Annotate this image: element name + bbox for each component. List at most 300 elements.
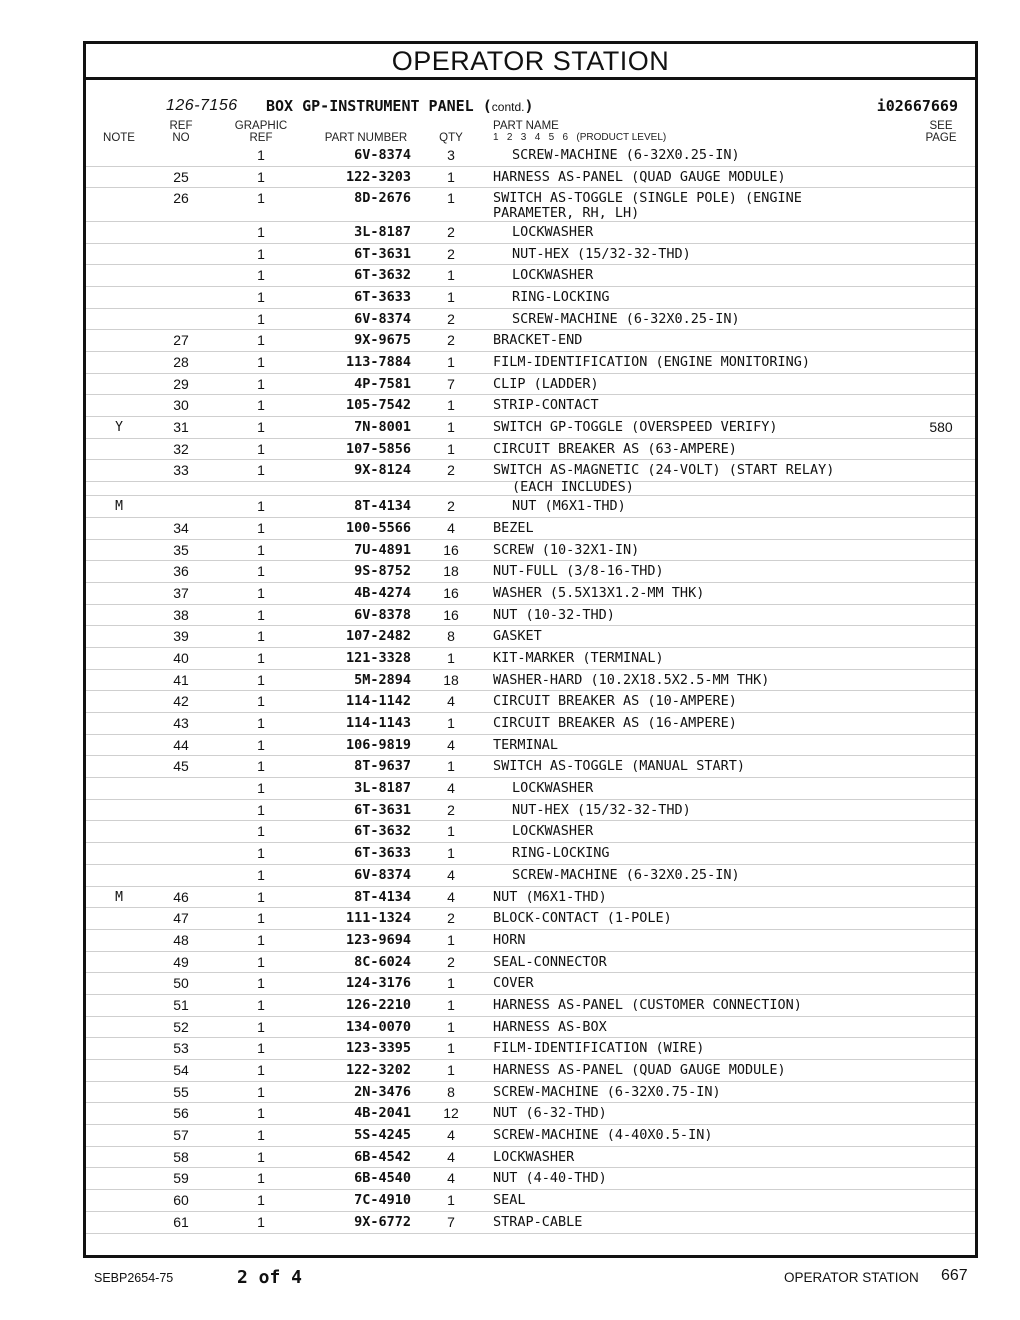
note-cell: M	[115, 889, 123, 905]
ref-no-cell: 38	[173, 606, 189, 623]
table-row	[86, 167, 975, 189]
part-number-cell: 6T-3632	[354, 267, 411, 284]
table-row	[86, 626, 975, 648]
note-cell: Y	[115, 420, 123, 436]
part-name-cell: LOCKWASHER	[512, 780, 594, 797]
ref-no-cell: 58	[173, 1148, 189, 1165]
ref-no-cell: 42	[173, 693, 189, 710]
part-name-cell: TERMINAL	[493, 736, 559, 753]
part-name-cell: LOCKWASHER	[493, 1148, 575, 1165]
ref-no-cell: 29	[173, 375, 189, 392]
qty-cell: 18	[443, 563, 459, 580]
graphic-ref-cell: 1	[257, 563, 265, 580]
qty-cell: 1	[447, 397, 455, 414]
qty-cell: 8	[447, 1083, 455, 1100]
qty-cell: 2	[447, 462, 455, 479]
part-name-cell: SEAL-CONNECTOR	[493, 953, 607, 970]
table-row	[86, 995, 975, 1017]
parts-table	[86, 145, 975, 1234]
part-name-cell: SEAL	[493, 1192, 526, 1209]
graphic-ref-cell: 1	[257, 845, 265, 862]
table-row	[86, 287, 975, 309]
graphic-ref-cell: 1	[257, 1040, 265, 1057]
graphic-ref-cell: 1	[257, 1170, 265, 1187]
table-row	[86, 1212, 975, 1234]
graphic-ref-cell: 1	[257, 419, 265, 436]
qty-cell: 18	[443, 671, 459, 688]
part-name-cell: SCREW-MACHINE (4-40X0.5-IN)	[493, 1127, 713, 1144]
ref-no-cell: 56	[173, 1105, 189, 1122]
qty-cell: 1	[447, 845, 455, 862]
group-contd: contd.	[491, 100, 525, 114]
part-name-cell: WASHER (5.5X13X1.2-MM THK)	[493, 584, 705, 601]
group-id: i02667669	[876, 97, 958, 115]
graphic-ref-cell: 1	[257, 190, 265, 207]
table-row	[86, 244, 975, 266]
qty-cell: 1	[447, 996, 455, 1013]
table-row	[86, 330, 975, 352]
header-graphic-line2: REF	[249, 132, 273, 144]
table-row	[86, 265, 975, 287]
graphic-ref-cell: 1	[257, 223, 265, 240]
part-name-cell: SCREW-MACHINE (6-32X0.25-IN)	[512, 866, 740, 883]
table-row	[86, 713, 975, 735]
part-name-cell: GASKET	[493, 628, 542, 645]
graphic-ref-cell: 1	[257, 953, 265, 970]
graphic-ref-cell: 1	[257, 758, 265, 775]
ref-no-cell: 61	[173, 1213, 189, 1230]
part-name-cell: STRIP-CONTACT	[493, 397, 599, 414]
qty-cell: 1	[447, 715, 455, 731]
part-number-cell: 9S-8752	[354, 563, 411, 580]
graphic-ref-cell: 1	[257, 866, 265, 883]
ref-no-cell: 57	[173, 1127, 189, 1144]
part-name-cell: CIRCUIT BREAKER AS (16-AMPERE)	[493, 715, 737, 731]
ref-no-cell: 31	[173, 419, 189, 436]
qty-cell: 1	[447, 975, 455, 992]
graphic-ref-cell: 1	[257, 1127, 265, 1144]
table-row	[86, 439, 975, 461]
part-name-cell: HARNESS AS-BOX	[493, 1018, 607, 1035]
graphic-ref-cell: 1	[257, 736, 265, 753]
part-name-cell: STRAP-CABLE	[493, 1213, 583, 1230]
header-ref-line1: REF	[169, 120, 193, 132]
qty-cell: 2	[447, 801, 455, 818]
part-name-cell: SWITCH AS-MAGNETIC (24-VOLT) (START RELAY)	[493, 462, 835, 479]
qty-cell: 4	[447, 888, 455, 905]
table-row	[86, 583, 975, 605]
graphic-ref-cell: 1	[257, 397, 265, 414]
ref-no-cell: 36	[173, 563, 189, 580]
graphic-ref-cell: 1	[257, 649, 265, 666]
qty-cell: 1	[447, 1192, 455, 1209]
part-name-cell: NUT-HEX (15/32-32-THD)	[512, 245, 691, 262]
table-row	[86, 735, 975, 757]
table-row	[86, 479, 975, 496]
header-note: NOTE	[103, 132, 135, 144]
part-name-cell: BLOCK-CONTACT (1-POLE)	[493, 910, 672, 927]
header-product-level: 1 2 3 4 5 6 (PRODUCT LEVEL)	[493, 132, 667, 143]
qty-cell: 2	[447, 310, 455, 327]
ref-no-cell: 55	[173, 1083, 189, 1100]
footer-page-number: 667	[941, 1267, 968, 1284]
table-row	[86, 145, 975, 167]
graphic-ref-cell: 1	[257, 996, 265, 1013]
qty-cell: 1	[447, 190, 455, 207]
graphic-ref-cell: 1	[257, 354, 265, 370]
part-number-cell: 6T-3633	[354, 288, 411, 305]
header-see-line2: PAGE	[925, 132, 957, 144]
graphic-ref-cell: 1	[257, 888, 265, 905]
graphic-ref-cell: 1	[257, 801, 265, 818]
table-row	[86, 930, 975, 952]
part-number-cell: 114-1143	[345, 715, 411, 731]
table-row	[86, 1190, 975, 1212]
page-frame	[83, 41, 978, 1258]
qty-cell: 2	[447, 498, 455, 515]
table-row	[86, 561, 975, 583]
qty-cell: 2	[447, 953, 455, 970]
part-name-cell: BRACKET-END	[493, 332, 583, 349]
graphic-ref-cell: 1	[257, 498, 265, 515]
part-number-cell: 6B-4540	[354, 1170, 411, 1187]
graphic-ref-cell: 1	[257, 168, 265, 185]
qty-cell: 1	[447, 823, 455, 840]
part-number-cell: 107-5856	[345, 440, 411, 457]
qty-cell: 7	[447, 1213, 455, 1230]
ref-no-cell: 28	[173, 354, 189, 370]
qty-cell: 16	[443, 541, 459, 558]
part-number-cell: 114-1142	[345, 693, 411, 710]
table-row	[86, 778, 975, 800]
part-number-cell: 9X-6772	[354, 1213, 411, 1230]
part-number-cell: 7C-4910	[354, 1192, 411, 1209]
graphic-ref-cell: 1	[257, 245, 265, 262]
table-row	[86, 1082, 975, 1104]
part-name-cell: NUT (M6X1-THD)	[512, 498, 626, 515]
graphic-ref-cell: 1	[257, 1062, 265, 1078]
ref-no-cell: 60	[173, 1192, 189, 1209]
ref-no-cell: 59	[173, 1170, 189, 1187]
part-number-cell: 6B-4542	[354, 1148, 411, 1165]
part-name-cell: SWITCH AS-TOGGLE (SINGLE POLE) (ENGINE PARAMETER, RH, LH)	[493, 190, 802, 222]
graphic-ref-cell: 1	[257, 1148, 265, 1165]
ref-no-cell: 33	[173, 462, 189, 479]
part-name-cell: KIT-MARKER (TERMINAL)	[493, 649, 664, 666]
part-number-cell: 8T-4134	[354, 498, 411, 515]
part-number-cell: 7N-8001	[354, 419, 411, 436]
group-close: )	[524, 97, 534, 115]
part-number-cell: 6T-3631	[354, 801, 411, 818]
graphic-ref-cell: 1	[257, 975, 265, 992]
table-row	[86, 1038, 975, 1060]
ref-no-cell: 40	[173, 649, 189, 666]
table-row	[86, 309, 975, 331]
footer-doc-id: SEBP2654-75	[94, 1271, 174, 1285]
part-number-cell: 8T-9637	[354, 758, 411, 775]
qty-cell: 2	[447, 332, 455, 349]
part-name-cell: NUT (6-32-THD)	[493, 1105, 607, 1122]
footer-page-of: 2 of 4	[237, 1267, 303, 1288]
part-number-cell: 6V-8378	[354, 606, 411, 623]
table-row	[86, 188, 975, 222]
graphic-ref-cell: 1	[257, 628, 265, 645]
part-number-cell: 4P-7581	[354, 375, 411, 392]
part-number-cell: 100-5566	[345, 519, 411, 536]
ref-no-cell: 41	[173, 671, 189, 688]
part-name-cell: FILM-IDENTIFICATION (WIRE)	[493, 1040, 705, 1057]
qty-cell: 2	[447, 910, 455, 927]
part-number-cell: 107-2482	[345, 628, 411, 645]
part-number-cell: 9X-8124	[354, 462, 411, 479]
qty-cell: 1	[447, 419, 455, 436]
part-number-cell: 121-3328	[345, 649, 411, 666]
ref-no-cell: 47	[173, 910, 189, 927]
table-row	[86, 800, 975, 822]
table-row	[86, 952, 975, 974]
graphic-ref-cell: 1	[257, 1213, 265, 1230]
table-row	[86, 865, 975, 887]
table-row	[86, 518, 975, 540]
graphic-ref-cell: 1	[257, 440, 265, 457]
qty-cell: 16	[443, 606, 459, 623]
part-number-cell: 123-9694	[345, 931, 411, 948]
part-name-cell: HARNESS AS-PANEL (QUAD GAUGE MODULE)	[493, 1062, 786, 1078]
part-name-cell: BEZEL	[493, 519, 534, 536]
table-row	[86, 395, 975, 417]
qty-cell: 4	[447, 866, 455, 883]
table-row	[86, 1147, 975, 1169]
table-row	[86, 670, 975, 692]
part-number-cell: 6V-8374	[354, 310, 411, 327]
table-row	[86, 887, 975, 909]
ref-no-cell: 52	[173, 1018, 189, 1035]
header-part-name: PART NAME	[493, 120, 559, 132]
see-page-cell: 580	[929, 419, 953, 436]
part-name-cell: NUT-HEX (15/32-32-THD)	[512, 801, 691, 818]
ref-no-cell: 43	[173, 715, 189, 731]
part-name-cell: SCREW-MACHINE (6-32X0.75-IN)	[493, 1083, 721, 1100]
footer-section: OPERATOR STATION	[784, 1270, 919, 1285]
part-number-cell: 8C-6024	[354, 953, 411, 970]
table-row	[86, 352, 975, 374]
qty-cell: 4	[447, 1148, 455, 1165]
table-row	[86, 1017, 975, 1039]
part-name-cell: CLIP (LADDER)	[493, 375, 599, 392]
table-row	[86, 605, 975, 627]
ref-no-cell: 26	[173, 190, 189, 207]
qty-cell: 1	[447, 440, 455, 457]
part-number-cell: 105-7542	[345, 397, 411, 414]
qty-cell: 1	[447, 1040, 455, 1057]
graphic-ref-cell: 1	[257, 671, 265, 688]
qty-cell: 1	[447, 1018, 455, 1035]
header-see-line1: SEE	[929, 120, 953, 132]
table-row	[86, 374, 975, 396]
graphic-ref-cell: 1	[257, 823, 265, 840]
part-name-cell: FILM-IDENTIFICATION (ENGINE MONITORING)	[493, 354, 810, 370]
graphic-ref-cell: 1	[257, 519, 265, 536]
part-number-cell: 122-3202	[345, 1062, 411, 1078]
ref-no-cell: 45	[173, 758, 189, 775]
part-number-cell: 113-7884	[345, 354, 411, 370]
part-number-cell: 6T-3631	[354, 245, 411, 262]
qty-cell: 4	[447, 519, 455, 536]
qty-cell: 1	[447, 267, 455, 284]
table-row	[86, 1060, 975, 1082]
table-row	[86, 1125, 975, 1147]
part-number-cell: 111-1324	[345, 910, 411, 927]
part-number-cell: 3L-8187	[354, 780, 411, 797]
part-number-cell: 6V-8374	[354, 147, 411, 163]
group-number: 126-7156	[166, 97, 238, 114]
header-part-number: PART NUMBER	[324, 132, 408, 144]
qty-cell: 4	[447, 736, 455, 753]
table-row	[86, 843, 975, 865]
part-name-cell: SCREW-MACHINE (6-32X0.25-IN)	[512, 310, 740, 327]
qty-cell: 4	[447, 1127, 455, 1144]
part-number-cell: 2N-3476	[354, 1083, 411, 1100]
graphic-ref-cell: 1	[257, 310, 265, 327]
graphic-ref-cell: 1	[257, 910, 265, 927]
part-number-cell: 8T-4134	[354, 888, 411, 905]
part-name-cell: LOCKWASHER	[512, 223, 594, 240]
graphic-ref-cell: 1	[257, 584, 265, 601]
qty-cell: 7	[447, 375, 455, 392]
part-number-cell: 106-9819	[345, 736, 411, 753]
ref-no-cell: 39	[173, 628, 189, 645]
group-name	[266, 97, 534, 115]
part-number-cell: 5S-4245	[354, 1127, 411, 1144]
part-name-cell: SCREW-MACHINE (6-32X0.25-IN)	[512, 147, 740, 163]
part-name-cell: LOCKWASHER	[512, 267, 594, 284]
table-row	[86, 417, 975, 439]
part-name-cell: SCREW (10-32X1-IN)	[493, 541, 640, 558]
graphic-ref-cell: 1	[257, 288, 265, 305]
part-name-cell: NUT (M6X1-THD)	[493, 888, 607, 905]
part-name-cell: CIRCUIT BREAKER AS (63-AMPERE)	[493, 440, 737, 457]
part-name-cell: LOCKWASHER	[512, 823, 594, 840]
ref-no-cell: 27	[173, 332, 189, 349]
part-number-cell: 6V-8374	[354, 866, 411, 883]
ref-no-cell: 30	[173, 397, 189, 414]
part-name-cell: NUT-FULL (3/8-16-THD)	[493, 563, 664, 580]
part-name-cell: NUT (10-32-THD)	[493, 606, 615, 623]
part-name-cell: NUT (4-40-THD)	[493, 1170, 607, 1187]
part-name-cell: HARNESS AS-PANEL (CUSTOMER CONNECTION)	[493, 996, 802, 1013]
part-name-cell: WASHER-HARD (10.2X18.5X2.5-MM THK)	[493, 671, 770, 688]
graphic-ref-cell: 1	[257, 1192, 265, 1209]
ref-no-cell: 49	[173, 953, 189, 970]
table-row	[86, 973, 975, 995]
graphic-ref-cell: 1	[257, 1105, 265, 1122]
table-row	[86, 1103, 975, 1125]
table-row	[86, 496, 975, 518]
graphic-ref-cell: 1	[257, 606, 265, 623]
graphic-ref-cell: 1	[257, 267, 265, 284]
ref-no-cell: 48	[173, 931, 189, 948]
part-number-cell: 4B-4274	[354, 584, 411, 601]
qty-cell: 2	[447, 223, 455, 240]
ref-no-cell: 25	[173, 168, 189, 185]
graphic-ref-cell: 1	[257, 715, 265, 731]
table-row	[86, 1168, 975, 1190]
table-row	[86, 821, 975, 843]
part-number-cell: 6T-3632	[354, 823, 411, 840]
graphic-ref-cell: 1	[257, 693, 265, 710]
ref-no-cell: 46	[173, 888, 189, 905]
part-name-cell: RING-LOCKING	[512, 845, 610, 862]
graphic-ref-cell: 1	[257, 462, 265, 479]
qty-cell: 4	[447, 1170, 455, 1187]
ref-no-cell: 54	[173, 1062, 189, 1078]
qty-cell: 12	[443, 1105, 459, 1122]
part-number-cell: 9X-9675	[354, 332, 411, 349]
part-number-cell: 134-0070	[345, 1018, 411, 1035]
part-name-cell: HORN	[493, 931, 526, 948]
ref-no-cell: 34	[173, 519, 189, 536]
ref-no-cell: 50	[173, 975, 189, 992]
graphic-ref-cell: 1	[257, 931, 265, 948]
table-row	[86, 756, 975, 778]
graphic-ref-cell: 1	[257, 147, 265, 163]
part-name-cell: HARNESS AS-PANEL (QUAD GAUGE MODULE)	[493, 168, 786, 185]
part-name-cell: COVER	[493, 975, 534, 992]
part-number-cell: 5M-2894	[354, 671, 411, 688]
qty-cell: 3	[447, 147, 455, 163]
qty-cell: 4	[447, 693, 455, 710]
part-name-cell: CIRCUIT BREAKER AS (10-AMPERE)	[493, 693, 737, 710]
graphic-ref-cell: 1	[257, 1018, 265, 1035]
qty-cell: 1	[447, 168, 455, 185]
graphic-ref-cell: 1	[257, 375, 265, 392]
qty-cell: 1	[447, 931, 455, 948]
ref-no-cell: 32	[173, 440, 189, 457]
part-number-cell: 126-2210	[345, 996, 411, 1013]
part-number-cell: 123-3395	[345, 1040, 411, 1057]
part-name-cell: SWITCH AS-TOGGLE (MANUAL START)	[493, 758, 745, 775]
graphic-ref-cell: 1	[257, 541, 265, 558]
qty-cell: 1	[447, 288, 455, 305]
ref-no-cell: 44	[173, 736, 189, 753]
table-row	[86, 908, 975, 930]
graphic-ref-cell: 1	[257, 332, 265, 349]
ref-no-cell: 53	[173, 1040, 189, 1057]
header-qty: QTY	[439, 132, 463, 144]
graphic-ref-cell: 1	[257, 1083, 265, 1100]
part-number-cell: 8D-2676	[354, 190, 411, 207]
qty-cell: 1	[447, 354, 455, 370]
part-number-cell: 7U-4891	[354, 541, 411, 558]
qty-cell: 4	[447, 780, 455, 797]
graphic-ref-cell: 1	[257, 780, 265, 797]
part-number-cell: 6T-3633	[354, 845, 411, 862]
part-name-cell: (EACH INCLUDES)	[512, 479, 634, 496]
table-row	[86, 222, 975, 244]
qty-cell: 1	[447, 1062, 455, 1078]
part-number-cell: 124-3176	[345, 975, 411, 992]
qty-cell: 2	[447, 245, 455, 262]
ref-no-cell: 51	[173, 996, 189, 1013]
header-ref-line2: NO	[172, 132, 190, 144]
part-number-cell: 3L-8187	[354, 223, 411, 240]
ref-no-cell: 35	[173, 541, 189, 558]
group-name-text: BOX GP-INSTRUMENT PANEL (	[266, 97, 492, 115]
ref-no-cell: 37	[173, 584, 189, 601]
qty-cell: 16	[443, 584, 459, 601]
table-row	[86, 648, 975, 670]
part-number-cell: 4B-2041	[354, 1105, 411, 1122]
